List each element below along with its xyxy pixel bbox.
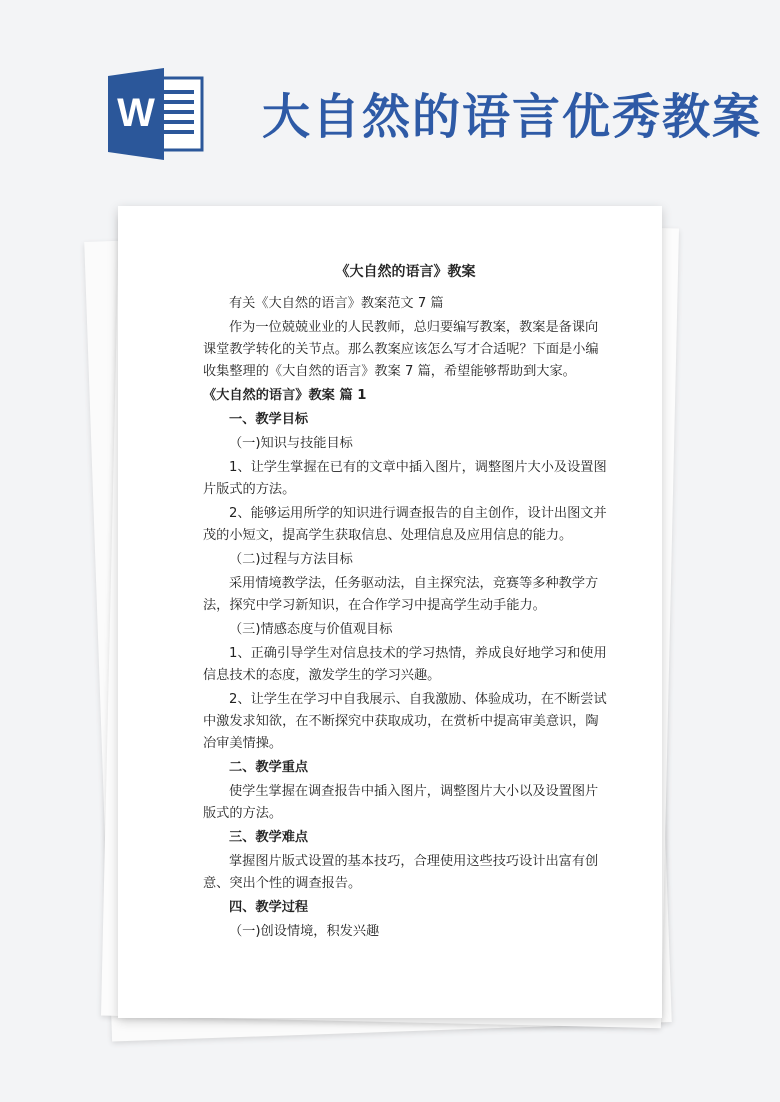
document-page — [118, 206, 662, 1018]
paragraph: （一)创设情境，积发兴趣 — [229, 924, 380, 939]
paragraph: 使学生掌握在调查报告中插入图片，调整图片大小以及设置图片版式的方法。 — [203, 784, 599, 821]
paragraph: （二)过程与方法目标 — [229, 552, 353, 567]
paragraph: 有关《大自然的语言》教案范文 7 篇 — [229, 296, 444, 311]
section-heading: 二、教学重点 — [229, 760, 309, 775]
section-heading: 四、教学过程 — [229, 900, 309, 915]
paragraph: （三)情感态度与价值观目标 — [229, 622, 393, 637]
paragraph: 采用情境教学法，任务驱动法，自主探究法，竞赛等多种教学方法，探究中学习新知识，在合作学习中提高学生动手能力。 — [203, 576, 599, 613]
section-heading: 三、教学难点 — [229, 830, 309, 845]
paragraph: 作为一位兢兢业业的人民教师，总归要编写教案，教案是备课向课堂教学转化的关节点。那么教案应该怎么写才合适呢？下面是小编收集整理的《大自然的语言》教案 7 篇，希望能够帮助到大家。 — [203, 320, 599, 379]
section-heading: 一、教学目标 — [229, 412, 309, 427]
document-title: 《大自然的语言》教案 — [335, 264, 476, 280]
paragraph: （一)知识与技能目标 — [229, 436, 353, 451]
paragraph: 2、能够运用所学的知识进行调查报告的自主创作，设计出图文并茂的小短文，提高学生获取信息、处理信息及应用信息的能力。 — [203, 506, 607, 543]
word-icon-letter: W — [117, 91, 155, 135]
page-title: 大自然的语言优秀教案 — [262, 89, 763, 145]
paragraph: 1、正确引导学生对信息技术的学习热情，养成良好地学习和使用信息技术的态度，激发学生的学习兴趣。 — [203, 646, 607, 683]
paragraph: 1、让学生掌握在已有的文章中插入图片，调整图片大小及设置图片版式的方法。 — [203, 460, 607, 497]
section-heading: 《大自然的语言》教案 篇 1 — [203, 388, 367, 403]
paragraph: 2、让学生在学习中自我展示、自我激励、体验成功，在不断尝试中激发求知欲，在不断探究中获取成功，在赏析中提高审美意识，陶冶审美情操。 — [203, 692, 607, 751]
paragraph-list — [203, 293, 608, 943]
document-body — [203, 261, 608, 945]
paragraph: 掌握图片版式设置的基本技巧，合理使用这些技巧设计出富有创意、突出个性的调查报告。 — [203, 854, 599, 891]
